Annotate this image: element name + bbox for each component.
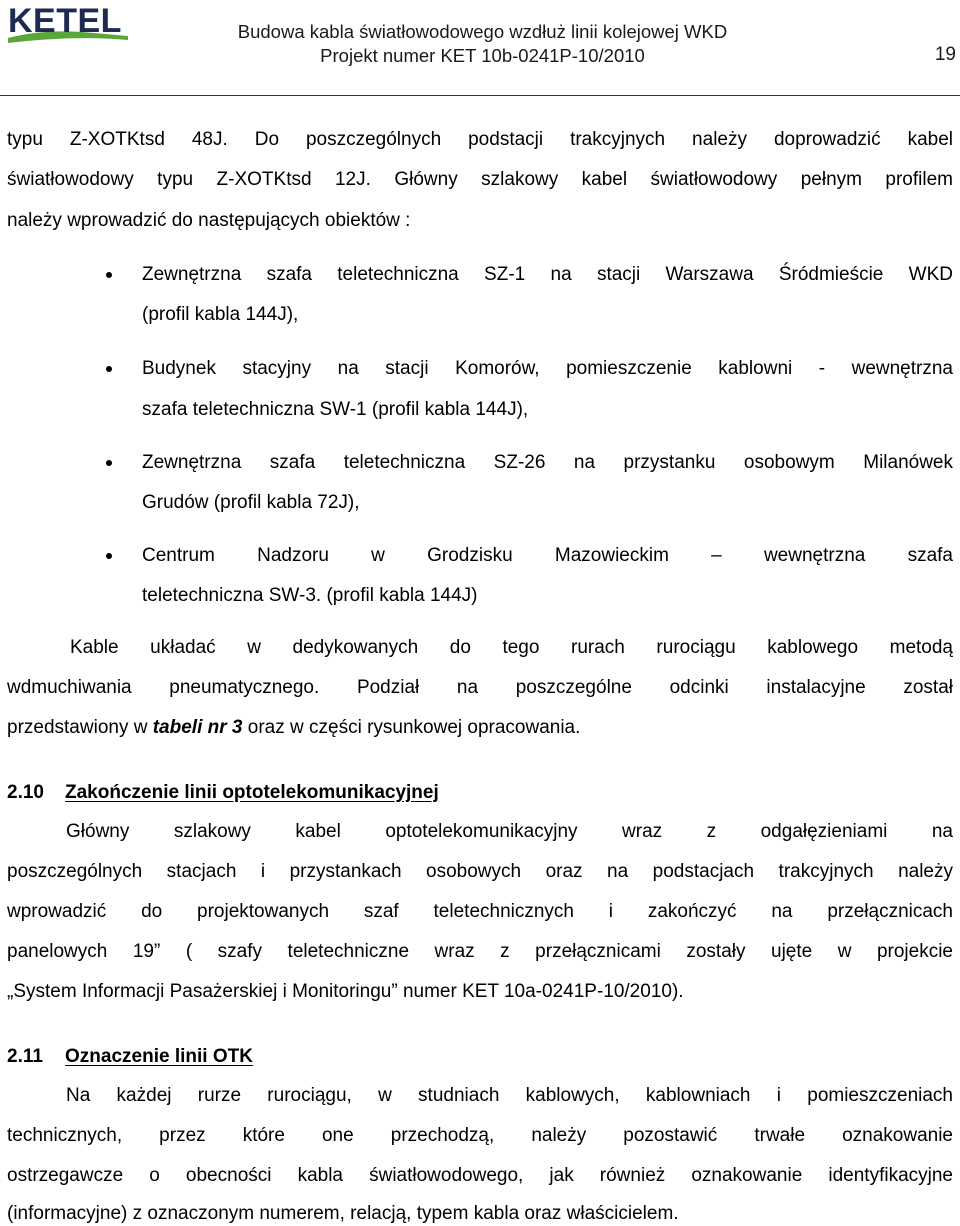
paragraph-line: Główny szlakowy kabel optotelekomunikacyjny wraz z odgałęzieniami na (66, 821, 953, 842)
bullet-icon (106, 272, 112, 278)
paragraph-line (7, 716, 580, 740)
paragraph-line: panelowych 19” ( szafy teletechniczne wraz z przełącznicami zostały ujęte w projekcie (7, 941, 953, 962)
bullet-icon (106, 366, 112, 372)
bullet-icon (106, 460, 112, 466)
paragraph-line: poszczególnych stacjach i przystankach osobowych oraz na podstacjach trakcyjnych należy (7, 861, 953, 882)
section-heading (7, 781, 439, 805)
text-run: przedstawiony w (7, 717, 153, 738)
table-reference: tabeli nr 3 (152, 717, 243, 738)
page-number: 19 (934, 44, 956, 65)
paragraph-line: Na każdej rurze rurociągu, w studniach kablowych, kablowniach i pomieszczeniach (66, 1085, 953, 1106)
paragraph-line: światłowodowy typu Z-XOTKtsd 12J. Główny szlakowy kabel światłowodowy pełnym profilem (7, 169, 953, 190)
paragraph-line: Kable układać w dedykowanych do tego rurach rurociągu kablowego metodą (70, 637, 953, 658)
paragraph-line: należy wprowadzić do następujących obiektów : (7, 210, 411, 231)
list-item-continuation: Grudów (profil kabla 72J), (142, 492, 360, 513)
list-item: Centrum Nadzoru w Grodzisku Mazowieckim – wewnętrzna szafa (142, 545, 953, 566)
paragraph-line: typu Z-XOTKtsd 48J. Do poszczególnych podstacji trakcyjnych należy doprowadzić kabel (7, 129, 953, 150)
paragraph-line: technicznych, przez które one przechodzą, należy pozostawić trwałe oznakowanie (7, 1125, 953, 1146)
list-item: Budynek stacyjny na stacji Komorów, pomieszczenie kablowni - wewnętrzna (142, 358, 953, 379)
paragraph-line: wprowadzić do projektowanych szaf teletechnicznych i zakończyć na przełącznicach (7, 901, 953, 922)
paragraph-line: wdmuchiwania pneumatycznego. Podział na poszczególne odcinki instalacyjne został (7, 677, 953, 698)
list-item-continuation: (profil kabla 144J), (142, 304, 299, 325)
list-item-continuation: teletechniczna SW-3. (profil kabla 144J) (142, 585, 478, 606)
list-item: Zewnętrzna szafa teletechniczna SZ-1 na stacji Warszawa Śródmieście WKD (142, 264, 953, 285)
section-heading (7, 1045, 253, 1069)
section-number: 2.10 (7, 782, 44, 803)
logo-lettering: KETEL (8, 2, 122, 40)
paragraph-line: ostrzegawcze o obecności kabla światłowodowego, jak również oznakowanie identyfikacyjne (7, 1165, 953, 1186)
paragraph-line: „System Informacji Pasażerskiej i Monitoringu” numer KET 10a-0241P-10/2010). (7, 981, 684, 1002)
page-header (0, 0, 960, 96)
bullet-icon (106, 553, 112, 559)
section-number: 2.11 (7, 1046, 43, 1067)
text-run: oraz w części rysunkowej opracowania. (242, 717, 581, 738)
header-project-number: Projekt numer KET 10b-0241P-10/2010 (320, 45, 645, 66)
ketel-logo (6, 2, 130, 46)
section-title: Oznaczenie linii OTK (65, 1046, 253, 1067)
header-document-title (230, 20, 735, 68)
list-item: Zewnętrzna szafa teletechniczna SZ-26 na przystanku osobowym Milanówek (142, 452, 953, 473)
section-title: Zakończenie linii optotelekomunikacyjnej (65, 782, 439, 803)
paragraph-line: (informacyjne) z oznaczonym numerem, relacją, typem kabla oraz właścicielem. (7, 1203, 679, 1224)
list-item-continuation: szafa teletechniczna SW-1 (profil kabla 144J), (142, 399, 529, 420)
header-divider (0, 95, 960, 96)
header-project-name: Budowa kabla światłowodowego wzdłuż linii kolejowej WKD (237, 21, 728, 42)
